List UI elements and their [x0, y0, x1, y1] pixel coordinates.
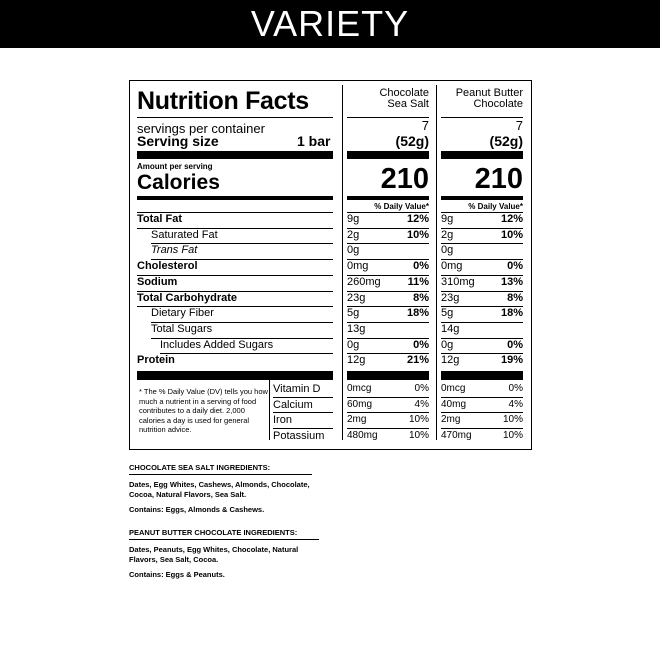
vitamin-label: Potassium [273, 430, 325, 442]
vitamin-divider [273, 397, 333, 398]
column-1-calories: 210 [380, 163, 429, 195]
column-separator-2 [436, 85, 437, 440]
column-1-amount: 0mg [347, 260, 369, 272]
amount-per-serving-label: Amount per serving [137, 162, 213, 171]
column-2-vitamin-amount: 2mg [441, 414, 461, 425]
vitamin-divider [273, 428, 333, 429]
column-1-amount: 9g [347, 213, 360, 225]
column-1-daily-value: 0% [413, 339, 429, 351]
vitamin-label: Vitamin D [273, 383, 321, 395]
column-2-name [441, 88, 523, 110]
vitamin-separator [269, 380, 270, 440]
column-1-daily-value: 8% [413, 292, 429, 304]
nutrient-label: Trans Fat [151, 244, 198, 256]
vitamin-divider [347, 428, 429, 429]
column-1-daily-value: 11% [407, 276, 429, 288]
column-2-divider-thick [441, 151, 523, 159]
vitamin-divider [273, 412, 333, 413]
column-2-amount: 23g [441, 292, 460, 304]
banner-title: VARIETY [250, 3, 410, 44]
column-separator-1 [342, 85, 343, 440]
nutrition-facts-panel [129, 80, 532, 450]
column-2-amount: 0g [441, 339, 454, 351]
column-1-divider-medium [347, 196, 429, 200]
column-2-divider-bottom-thick [441, 371, 523, 380]
vitamin-label: Iron [273, 414, 292, 426]
column-2-dv-header: % Daily Value* [468, 202, 523, 211]
column-2-vitamin-dv: 4% [508, 399, 523, 410]
divider-thick [137, 151, 333, 159]
column-1-daily-value: 18% [406, 307, 429, 319]
nutrient-label: Total Sugars [151, 323, 213, 335]
nutrient-label: Includes Added Sugars [160, 339, 274, 351]
row-divider [441, 212, 523, 213]
column-2-divider-medium [441, 196, 523, 200]
column-2-daily-value: 0% [507, 339, 523, 351]
nutrient-label: Total Fat [137, 213, 183, 225]
column-2-daily-value: 8% [507, 292, 523, 304]
column-2-vitamin-dv: 10% [502, 414, 523, 425]
vitamin-divider [441, 428, 523, 429]
nutrition-facts-title: Nutrition Facts [137, 87, 309, 115]
column-1-vitamin-dv: 4% [414, 399, 429, 410]
column-1-vitamin-amount: 480mg [347, 430, 378, 441]
column-1-name-line2: Sea Salt [387, 98, 429, 110]
ingredients-2-heading: PEANUT BUTTER CHOCOLATE INGREDIENTS: [129, 528, 298, 537]
daily-value-footnote: * The % Daily Value (DV) tells you how much a nutrient in a serving of food contributes to a daily diet. 2,000 calories a day is used for general nutrition advice. [139, 387, 268, 434]
column-1-amount: 23g [347, 292, 366, 304]
column-2-daily-value: 19% [500, 354, 523, 366]
column-2-amount: 14g [441, 323, 460, 335]
column-2-amount: 5g [441, 307, 454, 319]
nutrient-label: Protein [137, 354, 175, 366]
ingredients-2-contains: Contains: Eggs & Peanuts. [129, 570, 225, 579]
row-divider [347, 212, 429, 213]
ingredients-2-underline [129, 539, 319, 540]
column-2-vitamin-amount: 40mg [441, 399, 467, 410]
column-1-amount: 5g [347, 307, 360, 319]
nutrient-label: Cholesterol [137, 260, 198, 272]
column-2-vitamin-dv: 0% [508, 383, 523, 394]
column-2-amount: 2g [441, 229, 454, 241]
vitamin-divider [347, 412, 429, 413]
serving-size-label: Serving size [137, 133, 219, 149]
column-2-daily-value: 18% [500, 307, 523, 319]
divider-thin [137, 117, 333, 118]
column-1-amount: 260mg [347, 276, 381, 288]
column-2-amount: 12g [441, 354, 460, 366]
row-divider [160, 353, 333, 354]
row-divider [347, 243, 429, 244]
vitamin-label: Calcium [273, 399, 313, 411]
column-1-vitamin-amount: 2mg [347, 414, 367, 425]
row-divider [441, 243, 523, 244]
column-2-daily-value: 0% [507, 260, 523, 272]
column-2-daily-value: 13% [500, 276, 523, 288]
column-2-amount: 0mg [441, 260, 463, 272]
ingredients-1-underline [129, 474, 312, 475]
divider-medium [137, 196, 333, 200]
column-1-servings: 7 [421, 118, 429, 133]
column-1-amount: 12g [347, 354, 366, 366]
column-1-amount: 0g [347, 244, 360, 256]
column-1-daily-value: 0% [413, 260, 429, 272]
column-1-vitamin-dv: 10% [408, 414, 429, 425]
column-1-vitamin-dv: 0% [414, 383, 429, 394]
column-2-amount: 310mg [441, 276, 475, 288]
vitamin-divider [441, 397, 523, 398]
column-2-vitamin-amount: 470mg [441, 430, 472, 441]
column-2-amount: 9g [441, 213, 454, 225]
ingredients-1-contains: Contains: Eggs, Almonds & Cashews. [129, 505, 265, 514]
column-2-servings: 7 [515, 118, 523, 133]
column-1-amount: 2g [347, 229, 360, 241]
column-1-vitamin-amount: 60mg [347, 399, 373, 410]
nutrient-label: Saturated Fat [151, 229, 218, 241]
column-1-daily-value: 10% [406, 229, 429, 241]
vitamin-divider [347, 397, 429, 398]
column-2-vitamin-dv: 10% [502, 430, 523, 441]
column-1-divider-thick [347, 151, 429, 159]
divider-bottom-thick [137, 371, 333, 380]
column-2-name-line1: Peanut Butter [455, 87, 523, 99]
ingredients-2-text: Dates, Peanuts, Egg Whites, Chocolate, Natural Flavors, Sea Salt, Cocoa. [129, 545, 299, 564]
column-1-name-line1: Chocolate [379, 87, 429, 99]
column-2-serving-weight: (52g) [489, 133, 523, 149]
column-2-daily-value: 10% [500, 229, 523, 241]
serving-size-value: 1 bar [297, 133, 331, 149]
column-1-vitamin-dv: 10% [408, 430, 429, 441]
calories-label: Calories [137, 171, 220, 194]
column-1-divider-bottom-thick [347, 371, 429, 380]
column-2-vitamin-amount: 0mcg [441, 383, 466, 394]
column-2-name-line2: Chocolate [473, 98, 523, 110]
nutrient-label: Total Carbohydrate [137, 292, 238, 304]
header-banner [0, 0, 660, 48]
column-1-daily-value: 12% [406, 213, 429, 225]
servings-per-container-label: servings per container [137, 121, 265, 136]
ingredients-1-text: Dates, Egg Whites, Cashews, Almonds, Chocolate, Cocoa, Natural Flavors, Sea Salt. [129, 480, 310, 499]
column-2-amount: 0g [441, 244, 454, 256]
column-1-daily-value: 21% [406, 354, 429, 366]
column-1-amount: 0g [347, 339, 360, 351]
column-1-serving-weight: (52g) [395, 133, 429, 149]
column-1-name [347, 88, 429, 110]
vitamin-divider [441, 412, 523, 413]
row-divider [137, 212, 333, 213]
column-1-dv-header: % Daily Value* [374, 202, 429, 211]
column-1-amount: 13g [347, 323, 366, 335]
nutrient-label: Sodium [137, 276, 178, 288]
nutrient-label: Dietary Fiber [151, 307, 214, 319]
ingredients-1-heading: CHOCOLATE SEA SALT INGREDIENTS: [129, 463, 271, 472]
column-1-vitamin-amount: 0mcg [347, 383, 372, 394]
column-2-calories: 210 [474, 163, 523, 195]
nutrition-facts-inner [137, 85, 524, 442]
column-2-daily-value: 12% [500, 213, 523, 225]
